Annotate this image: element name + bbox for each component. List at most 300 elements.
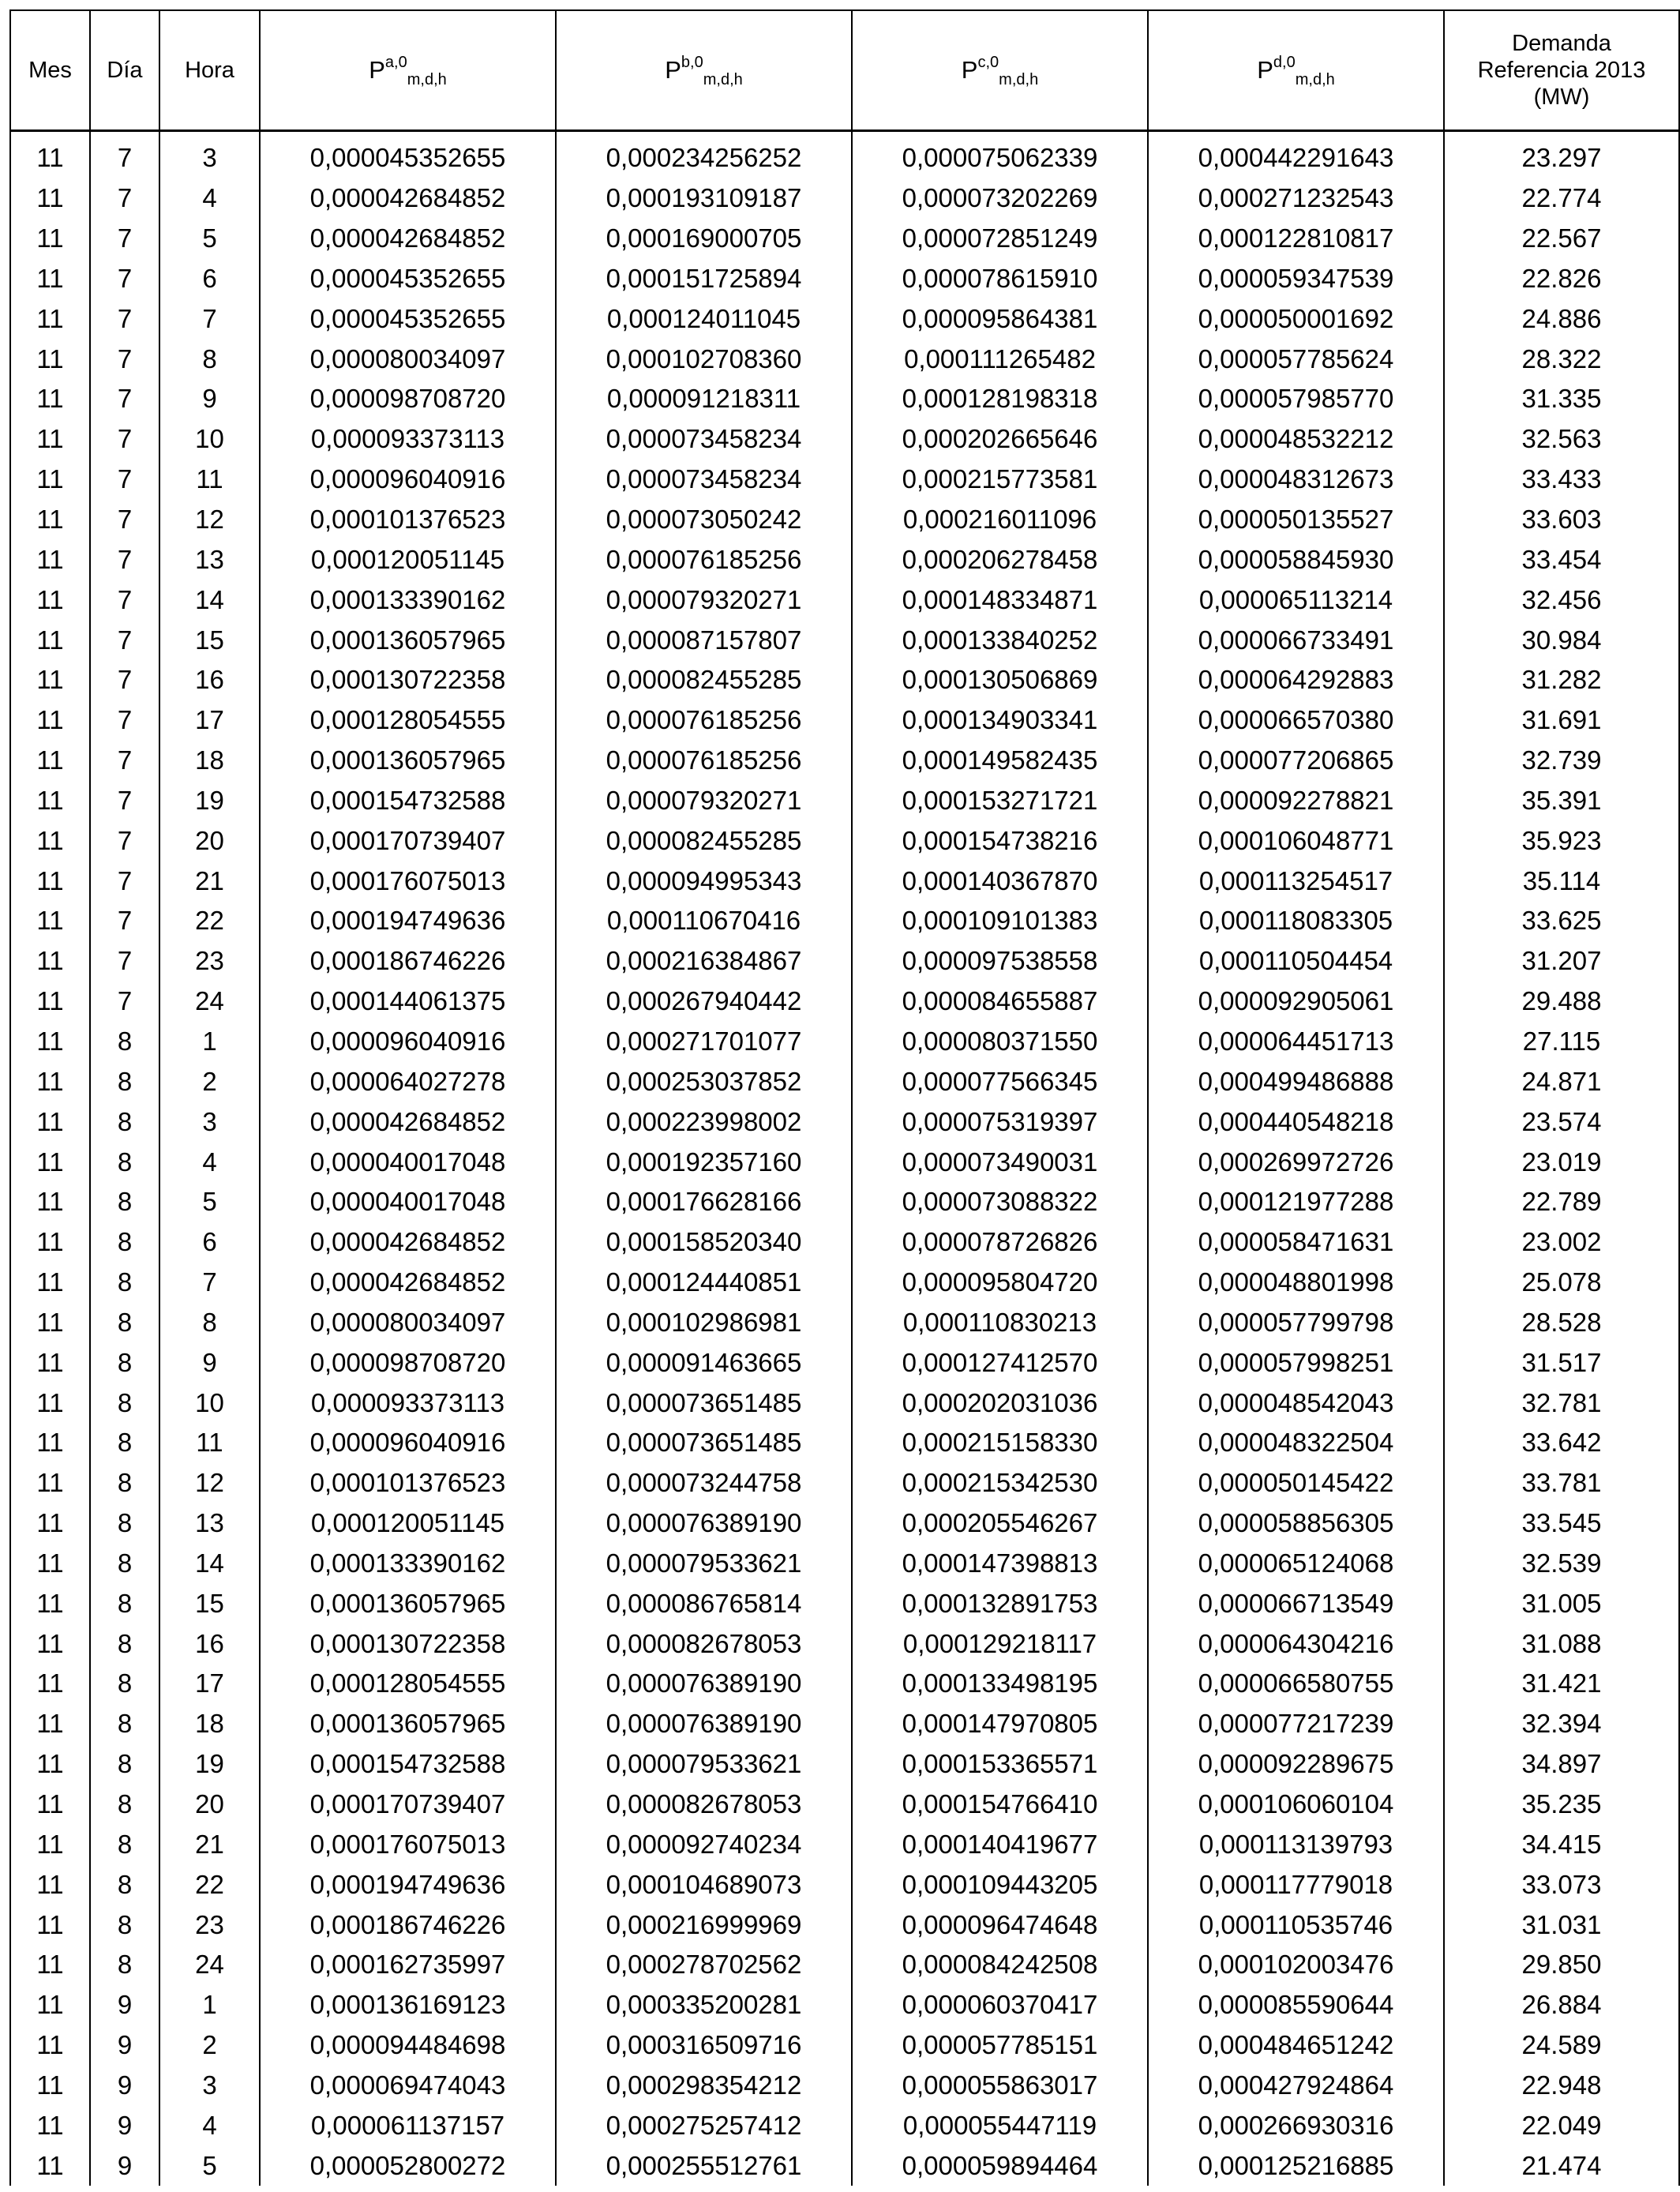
cell-demanda: 28.528 — [1444, 1302, 1679, 1342]
cell-demanda: 31.005 — [1444, 1583, 1679, 1623]
cell-hora: 2 — [159, 2025, 260, 2066]
cell-hora: 18 — [159, 741, 260, 781]
cell-pb: 0,000076185256 — [556, 700, 852, 741]
table-row — [10, 1544, 1679, 1584]
cell-pd: 0,000440548218 — [1148, 1102, 1444, 1142]
table-row — [10, 1905, 1679, 1945]
cell-pa: 0,000101376523 — [260, 1463, 556, 1503]
cell-pd: 0,000064292883 — [1148, 660, 1444, 700]
cell-mes: 11 — [10, 2145, 90, 2186]
cell-mes: 11 — [10, 500, 90, 540]
header-pa — [260, 10, 556, 131]
cell-dia: 8 — [90, 1182, 159, 1222]
cell-pc: 0,000055863017 — [852, 2066, 1148, 2106]
cell-demanda: 31.207 — [1444, 941, 1679, 982]
cell-hora: 1 — [159, 1985, 260, 2025]
table-row — [10, 1824, 1679, 1864]
cell-demanda: 22.774 — [1444, 178, 1679, 219]
cell-dia: 8 — [90, 1664, 159, 1704]
cell-hora: 9 — [159, 1342, 260, 1383]
table-row — [10, 901, 1679, 941]
cell-pd: 0,000113254517 — [1148, 861, 1444, 901]
header-demanda-line3: (MW) — [1533, 84, 1590, 110]
cell-pd: 0,000050001692 — [1148, 298, 1444, 339]
cell-demanda: 22.826 — [1444, 259, 1679, 299]
cell-mes: 11 — [10, 2025, 90, 2066]
cell-pc: 0,000147398813 — [852, 1544, 1148, 1584]
cell-demanda: 30.984 — [1444, 620, 1679, 660]
cell-dia: 9 — [90, 2025, 159, 2066]
table-row — [10, 419, 1679, 460]
cell-demanda: 21.474 — [1444, 2145, 1679, 2186]
cell-pd: 0,000057799798 — [1148, 1302, 1444, 1342]
cell-pb: 0,000082455285 — [556, 660, 852, 700]
cell-dia: 7 — [90, 741, 159, 781]
cell-hora: 22 — [159, 901, 260, 941]
cell-pb: 0,000079533621 — [556, 1744, 852, 1785]
cell-pd: 0,000118083305 — [1148, 901, 1444, 941]
cell-mes: 11 — [10, 131, 90, 178]
cell-pc: 0,000095864381 — [852, 298, 1148, 339]
table-row — [10, 1623, 1679, 1664]
table-row — [10, 700, 1679, 741]
cell-demanda: 23.574 — [1444, 1102, 1679, 1142]
cell-hora: 17 — [159, 700, 260, 741]
cell-pc: 0,000133840252 — [852, 620, 1148, 660]
cell-pd: 0,000064304216 — [1148, 1623, 1444, 1664]
cell-pd: 0,000117779018 — [1148, 1864, 1444, 1905]
cell-dia: 8 — [90, 1263, 159, 1303]
cell-pa: 0,000040017048 — [260, 1182, 556, 1222]
cell-dia: 8 — [90, 1061, 159, 1102]
cell-pd: 0,000057998251 — [1148, 1342, 1444, 1383]
cell-dia: 7 — [90, 781, 159, 821]
header-dia: Día — [90, 10, 159, 131]
table-row — [10, 178, 1679, 219]
cell-mes: 11 — [10, 1423, 90, 1463]
cell-pb: 0,000255512761 — [556, 2145, 852, 2186]
cell-pd: 0,000092289675 — [1148, 1744, 1444, 1785]
cell-pd: 0,000048542043 — [1148, 1383, 1444, 1423]
cell-demanda: 28.322 — [1444, 339, 1679, 379]
cell-dia: 7 — [90, 298, 159, 339]
cell-pd: 0,000048801998 — [1148, 1263, 1444, 1303]
cell-pb: 0,000234256252 — [556, 131, 852, 178]
cell-hora: 6 — [159, 1222, 260, 1263]
cell-hora: 18 — [159, 1704, 260, 1744]
cell-hora: 15 — [159, 1583, 260, 1623]
cell-demanda: 25.078 — [1444, 1263, 1679, 1303]
table-row — [10, 580, 1679, 620]
cell-pd: 0,000110504454 — [1148, 941, 1444, 982]
cell-dia: 7 — [90, 419, 159, 460]
cell-pa: 0,000176075013 — [260, 1824, 556, 1864]
cell-dia: 8 — [90, 1342, 159, 1383]
cell-dia: 8 — [90, 1383, 159, 1423]
cell-pc: 0,000129218117 — [852, 1623, 1148, 1664]
cell-pc: 0,000109101383 — [852, 901, 1148, 941]
cell-pc: 0,000080371550 — [852, 1022, 1148, 1062]
cell-pc: 0,000202665646 — [852, 419, 1148, 460]
cell-pd: 0,000110535746 — [1148, 1905, 1444, 1945]
cell-hora: 4 — [159, 1142, 260, 1182]
cell-dia: 9 — [90, 2145, 159, 2186]
cell-hora: 16 — [159, 660, 260, 700]
cell-pd: 0,000064451713 — [1148, 1022, 1444, 1062]
cell-mes: 11 — [10, 620, 90, 660]
cell-pb: 0,000076389190 — [556, 1503, 852, 1544]
table-row — [10, 1423, 1679, 1463]
cell-pc: 0,000078726826 — [852, 1222, 1148, 1263]
cell-hora: 2 — [159, 1061, 260, 1102]
cell-mes: 11 — [10, 1544, 90, 1584]
cell-mes: 11 — [10, 1583, 90, 1623]
cell-mes: 11 — [10, 1061, 90, 1102]
cell-pc: 0,000215773581 — [852, 460, 1148, 500]
cell-hora: 5 — [159, 2145, 260, 2186]
cell-pb: 0,000092740234 — [556, 1824, 852, 1864]
cell-pc: 0,000073490031 — [852, 1142, 1148, 1182]
header-pa-sup: a,0 — [384, 54, 407, 71]
cell-pa: 0,000045352655 — [260, 259, 556, 299]
table-row — [10, 1263, 1679, 1303]
cell-pc: 0,000059894464 — [852, 2145, 1148, 2186]
cell-pa: 0,000154732588 — [260, 1744, 556, 1785]
cell-mes: 11 — [10, 1785, 90, 1825]
cell-mes: 11 — [10, 1664, 90, 1704]
cell-pa: 0,000093373113 — [260, 419, 556, 460]
table-row — [10, 781, 1679, 821]
cell-mes: 11 — [10, 820, 90, 861]
cell-demanda: 23.002 — [1444, 1222, 1679, 1263]
cell-mes: 11 — [10, 379, 90, 419]
cell-pc: 0,000140367870 — [852, 861, 1148, 901]
table-row — [10, 1302, 1679, 1342]
cell-pb: 0,000216999969 — [556, 1905, 852, 1945]
table-row — [10, 1102, 1679, 1142]
cell-dia: 8 — [90, 1744, 159, 1785]
cell-hora: 10 — [159, 419, 260, 460]
cell-pb: 0,000192357160 — [556, 1142, 852, 1182]
cell-pa: 0,000042684852 — [260, 1263, 556, 1303]
cell-hora: 13 — [159, 539, 260, 580]
cell-dia: 7 — [90, 259, 159, 299]
cell-demanda: 33.625 — [1444, 901, 1679, 941]
cell-hora: 4 — [159, 178, 260, 219]
cell-dia: 8 — [90, 1503, 159, 1544]
header-pa-sub: m,d,h — [407, 71, 447, 88]
cell-hora: 5 — [159, 219, 260, 259]
cell-pc: 0,000149582435 — [852, 741, 1148, 781]
table-row — [10, 741, 1679, 781]
cell-demanda: 33.545 — [1444, 1503, 1679, 1544]
cell-pc: 0,000075062339 — [852, 131, 1148, 178]
cell-demanda: 29.850 — [1444, 1945, 1679, 1985]
cell-demanda: 31.088 — [1444, 1623, 1679, 1664]
cell-demanda: 32.539 — [1444, 1544, 1679, 1584]
table-row — [10, 259, 1679, 299]
cell-pa: 0,000176075013 — [260, 861, 556, 901]
cell-hora: 4 — [159, 2105, 260, 2145]
table-row — [10, 2145, 1679, 2186]
cell-pb: 0,000124011045 — [556, 298, 852, 339]
table-row — [10, 1785, 1679, 1825]
cell-pb: 0,000110670416 — [556, 901, 852, 941]
cell-pa: 0,000061137157 — [260, 2105, 556, 2145]
cell-pb: 0,000298354212 — [556, 2066, 852, 2106]
header-pa-base: P — [369, 56, 385, 84]
cell-pc: 0,000153365571 — [852, 1744, 1148, 1785]
cell-demanda: 24.886 — [1444, 298, 1679, 339]
cell-pa: 0,000064027278 — [260, 1061, 556, 1102]
table-row — [10, 460, 1679, 500]
cell-pb: 0,000102986981 — [556, 1302, 852, 1342]
table-row — [10, 2025, 1679, 2066]
cell-mes: 11 — [10, 1342, 90, 1383]
cell-pb: 0,000076185256 — [556, 741, 852, 781]
cell-demanda: 31.335 — [1444, 379, 1679, 419]
cell-pa: 0,000128054555 — [260, 1664, 556, 1704]
cell-pd: 0,000048532212 — [1148, 419, 1444, 460]
cell-pa: 0,000170739407 — [260, 820, 556, 861]
cell-pa: 0,000170739407 — [260, 1785, 556, 1825]
cell-pb: 0,000102708360 — [556, 339, 852, 379]
cell-pd: 0,000106048771 — [1148, 820, 1444, 861]
cell-demanda: 34.415 — [1444, 1824, 1679, 1864]
cell-mes: 11 — [10, 1623, 90, 1664]
cell-demanda: 23.297 — [1444, 131, 1679, 178]
cell-demanda: 35.391 — [1444, 781, 1679, 821]
cell-pb: 0,000275257412 — [556, 2105, 852, 2145]
header-demanda — [1444, 10, 1679, 131]
cell-pb: 0,000193109187 — [556, 178, 852, 219]
cell-pa: 0,000093373113 — [260, 1383, 556, 1423]
cell-demanda: 22.948 — [1444, 2066, 1679, 2106]
table-row — [10, 1503, 1679, 1544]
cell-dia: 7 — [90, 339, 159, 379]
cell-pa: 0,000194749636 — [260, 1864, 556, 1905]
header-pc — [852, 10, 1148, 131]
cell-hora: 21 — [159, 861, 260, 901]
cell-dia: 7 — [90, 820, 159, 861]
cell-pc: 0,000133498195 — [852, 1664, 1148, 1704]
cell-dia: 7 — [90, 178, 159, 219]
cell-mes: 11 — [10, 941, 90, 982]
cell-hora: 5 — [159, 1182, 260, 1222]
table-header-row — [10, 10, 1679, 131]
cell-dia: 8 — [90, 1544, 159, 1584]
cell-pc: 0,000073088322 — [852, 1182, 1148, 1222]
cell-mes: 11 — [10, 2066, 90, 2106]
cell-demanda: 35.114 — [1444, 861, 1679, 901]
table-row — [10, 1704, 1679, 1744]
cell-pc: 0,000075319397 — [852, 1102, 1148, 1142]
cell-pd: 0,000499486888 — [1148, 1061, 1444, 1102]
cell-hora: 24 — [159, 982, 260, 1022]
cell-pd: 0,000066733491 — [1148, 620, 1444, 660]
cell-pa: 0,000186746226 — [260, 1905, 556, 1945]
cell-pb: 0,000216384867 — [556, 941, 852, 982]
cell-pc: 0,000055447119 — [852, 2105, 1148, 2145]
cell-hora: 12 — [159, 1463, 260, 1503]
cell-dia: 8 — [90, 1704, 159, 1744]
table-row — [10, 1864, 1679, 1905]
cell-mes: 11 — [10, 660, 90, 700]
table-row — [10, 339, 1679, 379]
table-row — [10, 298, 1679, 339]
cell-mes: 11 — [10, 539, 90, 580]
cell-pd: 0,000102003476 — [1148, 1945, 1444, 1985]
table-row — [10, 500, 1679, 540]
cell-mes: 11 — [10, 1022, 90, 1062]
cell-pd: 0,000271232543 — [1148, 178, 1444, 219]
header-pd — [1148, 10, 1444, 131]
cell-mes: 11 — [10, 700, 90, 741]
cell-mes: 11 — [10, 781, 90, 821]
cell-hora: 3 — [159, 1102, 260, 1142]
cell-dia: 7 — [90, 460, 159, 500]
table-row — [10, 539, 1679, 580]
cell-demanda: 22.049 — [1444, 2105, 1679, 2145]
cell-dia: 7 — [90, 861, 159, 901]
cell-pb: 0,000073458234 — [556, 460, 852, 500]
cell-dia: 7 — [90, 131, 159, 178]
cell-demanda: 35.923 — [1444, 820, 1679, 861]
cell-pd: 0,000122810817 — [1148, 219, 1444, 259]
cell-hora: 21 — [159, 1824, 260, 1864]
header-mes: Mes — [10, 10, 90, 131]
table-row — [10, 1061, 1679, 1102]
cell-pa: 0,000080034097 — [260, 1302, 556, 1342]
cell-pa: 0,000194749636 — [260, 901, 556, 941]
cell-pc: 0,000060370417 — [852, 1985, 1148, 2025]
cell-demanda: 33.603 — [1444, 500, 1679, 540]
table-row — [10, 1744, 1679, 1785]
cell-pc: 0,000130506869 — [852, 660, 1148, 700]
cell-dia: 8 — [90, 1302, 159, 1342]
table-row — [10, 1463, 1679, 1503]
cell-pa: 0,000162735997 — [260, 1945, 556, 1985]
cell-pb: 0,000087157807 — [556, 620, 852, 660]
table-row — [10, 2066, 1679, 2106]
cell-pb: 0,000091463665 — [556, 1342, 852, 1383]
cell-pc: 0,000140419677 — [852, 1824, 1148, 1864]
cell-demanda: 24.871 — [1444, 1061, 1679, 1102]
cell-pa: 0,000128054555 — [260, 700, 556, 741]
cell-dia: 9 — [90, 1985, 159, 2025]
cell-dia: 8 — [90, 1142, 159, 1182]
cell-pa: 0,000136057965 — [260, 1704, 556, 1744]
cell-pd: 0,000050135527 — [1148, 500, 1444, 540]
cell-hora: 15 — [159, 620, 260, 660]
cell-demanda: 33.642 — [1444, 1423, 1679, 1463]
cell-demanda: 32.456 — [1444, 580, 1679, 620]
cell-hora: 9 — [159, 379, 260, 419]
cell-mes: 11 — [10, 982, 90, 1022]
cell-pb: 0,000073050242 — [556, 500, 852, 540]
header-pc-base: P — [961, 56, 978, 84]
cell-mes: 11 — [10, 1302, 90, 1342]
cell-pb: 0,000104689073 — [556, 1864, 852, 1905]
cell-demanda: 23.019 — [1444, 1142, 1679, 1182]
header-demanda-line2: Referencia 2013 — [1477, 58, 1646, 83]
cell-pd: 0,000050145422 — [1148, 1463, 1444, 1503]
cell-dia: 7 — [90, 580, 159, 620]
cell-dia: 7 — [90, 941, 159, 982]
table-row — [10, 1142, 1679, 1182]
cell-pd: 0,000085590644 — [1148, 1985, 1444, 2025]
cell-pa: 0,000120051145 — [260, 539, 556, 580]
cell-pc: 0,000095804720 — [852, 1263, 1148, 1303]
cell-demanda: 22.789 — [1444, 1182, 1679, 1222]
cell-mes: 11 — [10, 1824, 90, 1864]
cell-hora: 13 — [159, 1503, 260, 1544]
cell-pc: 0,000073202269 — [852, 178, 1148, 219]
cell-hora: 19 — [159, 781, 260, 821]
cell-dia: 8 — [90, 1905, 159, 1945]
cell-pa: 0,000130722358 — [260, 1623, 556, 1664]
cell-pb: 0,000079320271 — [556, 781, 852, 821]
cell-pd: 0,000048322504 — [1148, 1423, 1444, 1463]
cell-pa: 0,000045352655 — [260, 298, 556, 339]
cell-pb: 0,000082678053 — [556, 1623, 852, 1664]
cell-pc: 0,000111265482 — [852, 339, 1148, 379]
cell-pa: 0,000144061375 — [260, 982, 556, 1022]
cell-demanda: 27.115 — [1444, 1022, 1679, 1062]
header-pb-sup: b,0 — [681, 54, 703, 71]
cell-pa: 0,000042684852 — [260, 1222, 556, 1263]
cell-dia: 9 — [90, 2105, 159, 2145]
cell-demanda: 26.884 — [1444, 1985, 1679, 2025]
cell-demanda: 33.781 — [1444, 1463, 1679, 1503]
cell-pd: 0,000442291643 — [1148, 131, 1444, 178]
table-row — [10, 1182, 1679, 1222]
cell-dia: 8 — [90, 1222, 159, 1263]
cell-demanda: 29.488 — [1444, 982, 1679, 1022]
cell-pd: 0,000484651242 — [1148, 2025, 1444, 2066]
cell-pc: 0,000215158330 — [852, 1423, 1148, 1463]
cell-pc: 0,000216011096 — [852, 500, 1148, 540]
cell-hora: 14 — [159, 580, 260, 620]
cell-pc: 0,000096474648 — [852, 1905, 1148, 1945]
cell-pd: 0,000066570380 — [1148, 700, 1444, 741]
cell-mes: 11 — [10, 1744, 90, 1785]
cell-mes: 11 — [10, 1102, 90, 1142]
table-row — [10, 620, 1679, 660]
cell-pb: 0,000091218311 — [556, 379, 852, 419]
cell-pb: 0,000073244758 — [556, 1463, 852, 1503]
cell-pb: 0,000335200281 — [556, 1985, 852, 2025]
cell-pa: 0,000042684852 — [260, 1102, 556, 1142]
data-table — [9, 9, 1680, 2186]
cell-mes: 11 — [10, 419, 90, 460]
cell-pb: 0,000082455285 — [556, 820, 852, 861]
cell-pb: 0,000073458234 — [556, 419, 852, 460]
table-body — [10, 131, 1679, 2186]
cell-pb: 0,000076389190 — [556, 1664, 852, 1704]
cell-hora: 11 — [159, 1423, 260, 1463]
cell-demanda: 31.421 — [1444, 1664, 1679, 1704]
cell-dia: 8 — [90, 1623, 159, 1664]
cell-dia: 7 — [90, 500, 159, 540]
cell-pc: 0,000215342530 — [852, 1463, 1148, 1503]
cell-dia: 7 — [90, 700, 159, 741]
table-row — [10, 1985, 1679, 2025]
cell-dia: 8 — [90, 1463, 159, 1503]
header-pc-sub: m,d,h — [999, 71, 1039, 88]
cell-mes: 11 — [10, 1704, 90, 1744]
cell-demanda: 33.073 — [1444, 1864, 1679, 1905]
